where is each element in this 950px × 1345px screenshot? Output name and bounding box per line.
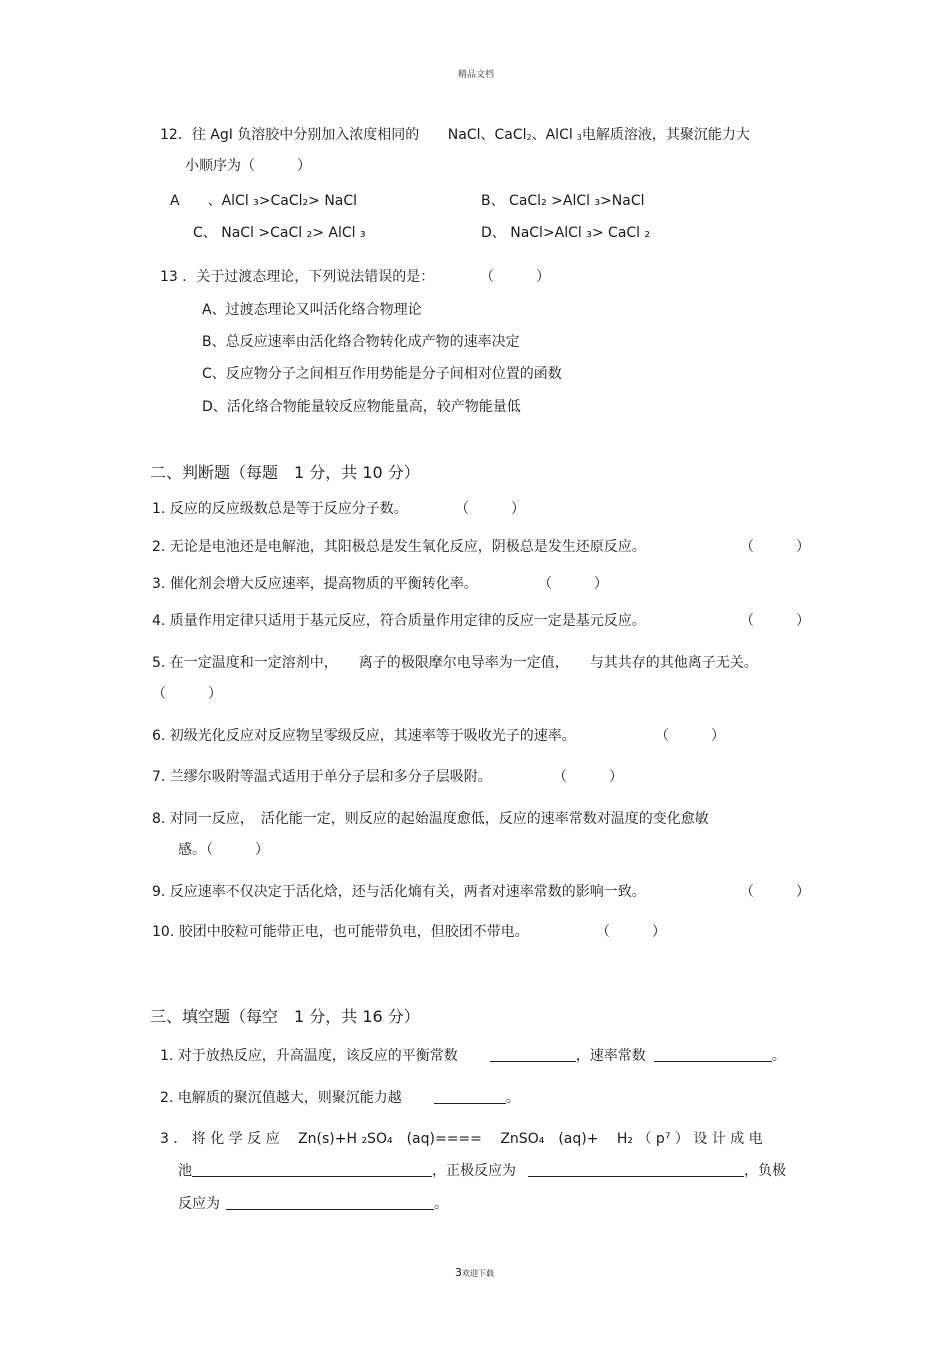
tf-item-6: 6. 初级光化反应对反应物呈零级反应，其速率等于吸收光子的速率。 — [152, 728, 576, 744]
fill-q2 — [160, 1087, 520, 1107]
q13-option-b: B、总反应速率由活化络合物转化成产物的速率决定 — [202, 334, 520, 350]
footer-text: 欢迎下载 — [462, 1269, 494, 1278]
q12-stem-line1 — [160, 124, 750, 144]
tf-item-3: 3. 催化剂会增大反应速率，提高物质的平衡转化率。 — [152, 576, 478, 592]
fill-q3-pos: ，正极反应为 — [432, 1163, 516, 1179]
fill-q3-blank-negative[interactable] — [226, 1195, 434, 1210]
tf-item-7: 7. 兰缪尔吸附等温式适用于单分子层和多分子层吸附。 — [152, 769, 492, 785]
tf-item-1: 1. 反应的反应级数总是等于反应分子数。 — [152, 501, 408, 517]
q12-option-b: B、 CaCl₂ >AlCl ₃>NaCl — [481, 193, 645, 209]
q12-stem-text: 12．往 AgI 负溶胶中分别加入浓度相同的 — [160, 127, 420, 143]
tf-item-9-paren: （ ） — [740, 884, 810, 900]
q12-salts-sub: 2 — [526, 133, 532, 142]
tf-item-10: 10. 胶团中胶粒可能带正电，也可能带负电，但胶团不带电。 — [152, 924, 529, 940]
tf-item-8-line2: 感。（ ） — [178, 842, 269, 858]
fill-q3-line3-text: 反应为 — [178, 1196, 220, 1212]
fill-q2-text: 2. 电解质的聚沉值越大，则聚沉能力越 — [160, 1090, 402, 1106]
q12-option-c: C、 NaCl >CaCl ₂> AlCl ₃ — [193, 225, 366, 241]
fill-q3-line2 — [178, 1160, 786, 1180]
tf-item-4-paren: （ ） — [740, 613, 810, 629]
fill-q3-neg: ，负极 — [744, 1163, 786, 1179]
tf-item-5-paren: （ ） — [152, 686, 222, 702]
fill-q1 — [160, 1045, 786, 1065]
q12-stem-line2: 小顺序为（ ） — [185, 158, 311, 174]
fill-q3-end: 。 — [434, 1196, 448, 1212]
tf-item-10-paren: （ ） — [596, 924, 666, 940]
tf-item-1-paren: （ ） — [455, 501, 525, 517]
page-footer — [455, 1261, 494, 1280]
fill-q3-blank-cell[interactable] — [192, 1162, 432, 1177]
fill-q1-end: 。 — [771, 1048, 786, 1064]
page-number: 3 — [455, 1266, 462, 1279]
q12-salts: NaCl、CaCl — [447, 127, 527, 143]
q12-option-d: D、 NaCl>AlCl ₃> CaCl ₂ — [481, 225, 651, 241]
q12-salts-mid: 、AlCl — [531, 127, 573, 143]
tf-item-2: 2. 无论是电池还是电解池，其阳极总是发生氧化反应，阴极总是发生还原反应。 — [152, 539, 646, 555]
fill-q1-mid: ，速率常数 — [575, 1048, 646, 1064]
fill-q2-end: 。 — [505, 1090, 520, 1106]
fill-q1-text: 1. 对于放热反应，升高温度，该反应的平衡常数 — [160, 1048, 458, 1064]
q12-stem-end: 电解质溶液，其聚沉能力大 — [581, 127, 750, 143]
fill-q3-blank-positive[interactable] — [528, 1162, 744, 1177]
fill-q3-line1: 3 ． 将 化 学 反 应 Zn(s)+H ₂SO₄ (aq)==== ZnSO₄ (aq)+ H₂ （ p⁷ ） 设 计 成 电 — [160, 1131, 763, 1147]
tf-item-3-paren: （ ） — [538, 576, 608, 592]
fill-q3-pool: 池 — [178, 1163, 192, 1179]
q12-option-a: A 、AlCl ₃>CaCl₂> NaCl — [170, 193, 358, 209]
tf-item-2-paren: （ ） — [740, 539, 810, 555]
tf-item-8: 8. 对同一反应， 活化能一定，则反应的起始温度愈低，反应的速率常数对温度的变化愈敏 — [152, 811, 709, 827]
q13-option-a: A、过渡态理论又叫活化络合物理论 — [202, 302, 422, 318]
tf-item-9: 9. 反应速率不仅决定于活化焓，还与活化熵有关，两者对速率常数的影响一致。 — [152, 884, 646, 900]
section2-title: 二、判断题（每题 1 分，共 10 分） — [150, 463, 420, 482]
q13-answer-paren: （ ） — [480, 269, 550, 285]
fill-q3-line3 — [178, 1193, 448, 1213]
tf-item-5: 5. 在一定温度和一定溶剂中， 离子的极限摩尔电导率为一定值， 与其共存的其他离子无关。 — [152, 655, 758, 671]
fill-q1-blank-2[interactable] — [654, 1047, 772, 1062]
q13-option-d: D、活化络合物能量较反应物能量高，较产物能量低 — [202, 399, 521, 415]
tf-item-6-paren: （ ） — [655, 728, 725, 744]
q13-stem: 13 ．关于过渡态理论，下列说法错误的是： — [160, 269, 435, 285]
tf-item-4: 4. 质量作用定律只适用于基元反应，符合质量作用定律的反应一定是基元反应。 — [152, 613, 646, 629]
tf-item-7-paren: （ ） — [553, 769, 623, 785]
q13-option-c: C、反应物分子之间相互作用势能是分子间相对位置的函数 — [202, 366, 562, 382]
fill-q2-blank[interactable] — [434, 1089, 506, 1104]
section3-title: 三、填空题（每空 1 分，共 16 分） — [150, 1007, 420, 1026]
page-header: 精品文档 — [458, 70, 495, 80]
fill-q1-blank-1[interactable] — [490, 1047, 576, 1062]
q12-salts-sub2: 3 — [576, 133, 582, 142]
